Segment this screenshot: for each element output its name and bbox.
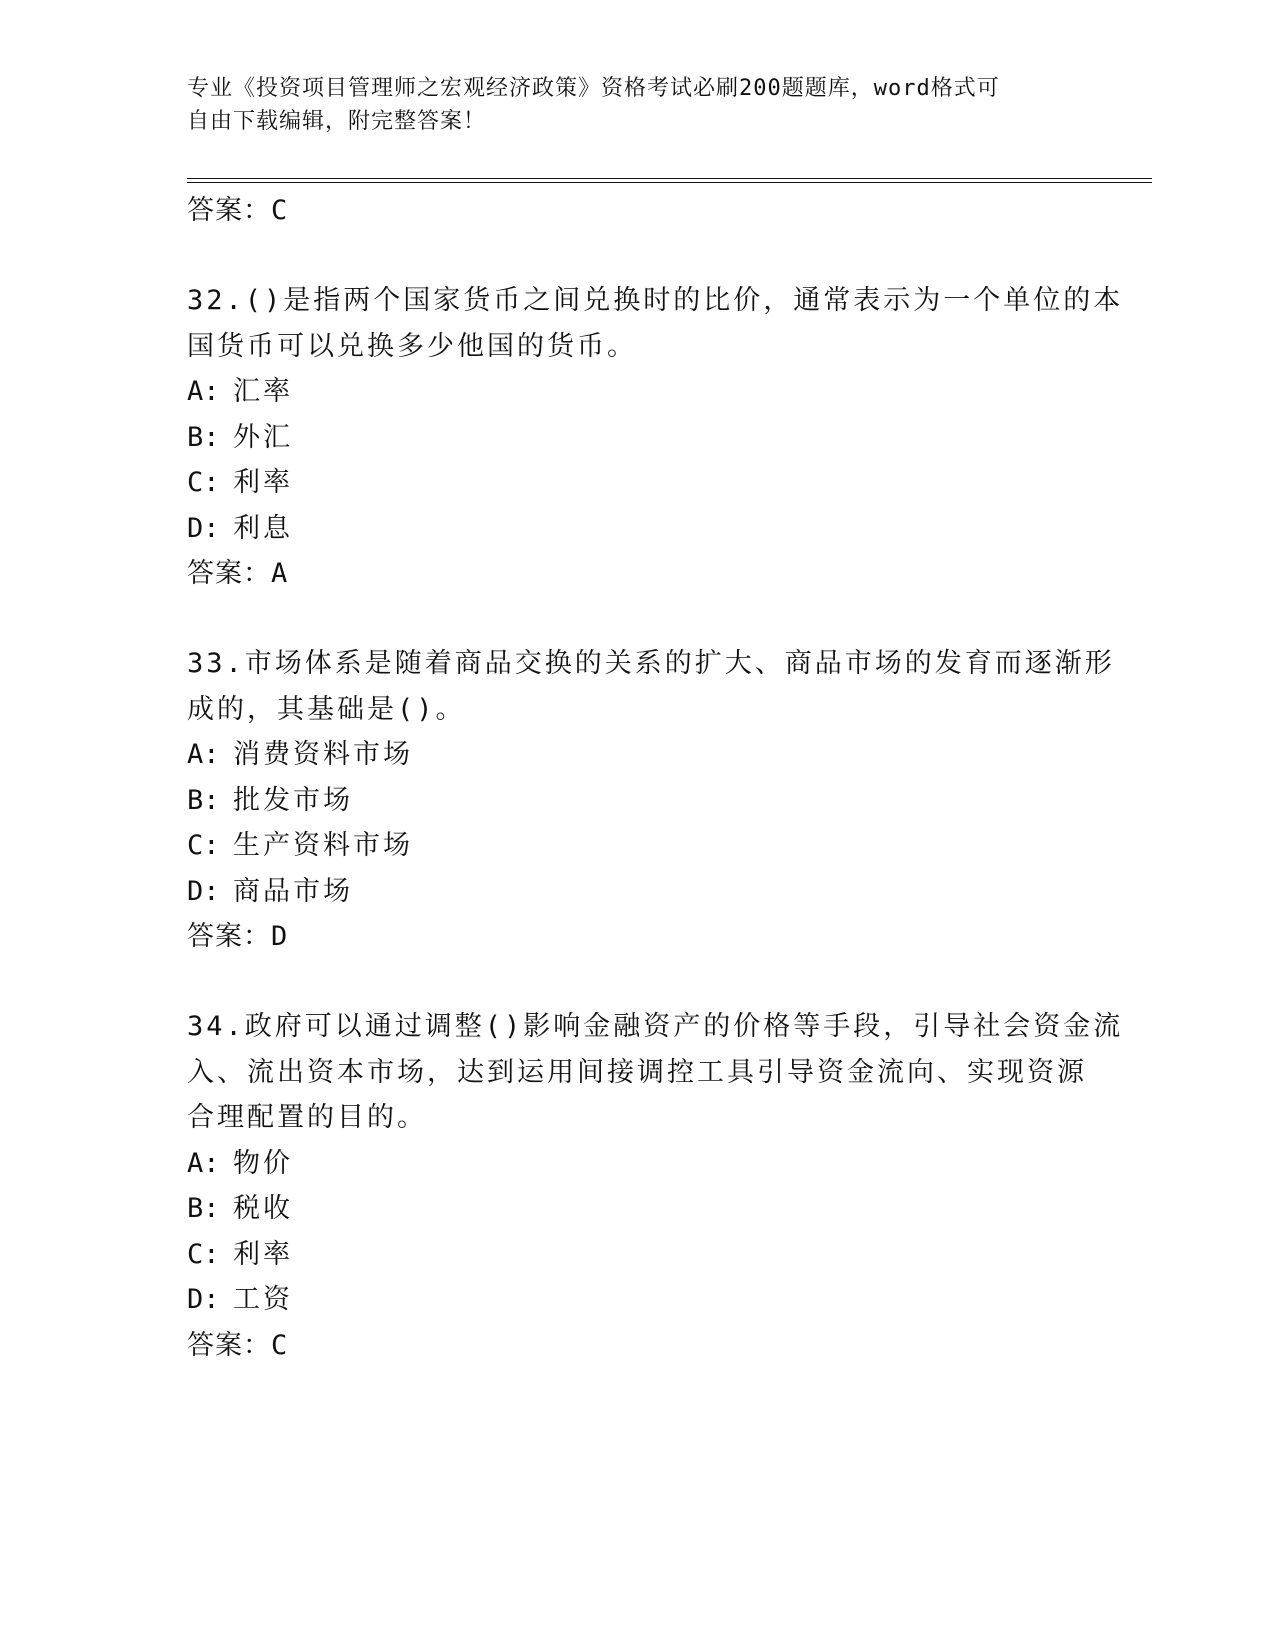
- option-key: A:: [187, 376, 220, 407]
- option-text: 外汇: [233, 421, 293, 453]
- option-text: 消费资料市场: [233, 739, 413, 770]
- option-d: [187, 1277, 1087, 1323]
- question-list: [187, 188, 1124, 1369]
- option-key: D:: [187, 512, 220, 544]
- option-key: D:: [187, 1284, 220, 1315]
- option-key: B:: [187, 1193, 220, 1224]
- option-text: 商品市场: [233, 875, 353, 907]
- option-d: [187, 506, 1087, 552]
- answer-label: 答案：D: [187, 921, 289, 952]
- option-b: [187, 778, 1087, 824]
- answer-label: 答案：C: [187, 1329, 289, 1361]
- question-33: [187, 641, 1115, 960]
- question-text-line: 成的，其基础是()。: [187, 693, 466, 725]
- header-divider-top: [187, 178, 1152, 179]
- header-line-2: 自由下载编辑，附完整答案！: [187, 109, 487, 134]
- document-header: [187, 72, 1087, 138]
- question-32: [187, 278, 1124, 597]
- option-text: 利率: [233, 1238, 293, 1270]
- option-text: 批发市场: [233, 784, 353, 816]
- option-text: 工资: [233, 1284, 293, 1315]
- option-a: [187, 1141, 1087, 1187]
- option-b: [187, 415, 1087, 461]
- question-text-line: 34.政府可以通过调整()影响金融资产的价格等手段，引导社会资金流: [187, 1011, 1124, 1042]
- question-text-line: 32.()是指两个国家货币之间兑换时的比价，通常表示为一个单位的本: [187, 285, 1124, 316]
- header-divider-bottom: [187, 182, 1152, 183]
- option-text: 利率: [233, 467, 293, 498]
- previous-answer: 答案：C: [187, 195, 289, 226]
- option-c: [187, 823, 1087, 869]
- option-d: [187, 869, 1087, 915]
- answer-label: 答案：A: [187, 558, 289, 589]
- option-text: 税收: [233, 1193, 293, 1224]
- question-text-line: 入、流出资本市场，达到运用间接调控工具引导资金流向、实现资源: [187, 1056, 1087, 1088]
- option-key: C:: [187, 467, 220, 498]
- option-a: [187, 732, 1087, 778]
- header-line-1: 专业《投资项目管理师之宏观经济政策》资格考试必刷200题题库，word格式可: [187, 76, 1000, 101]
- option-text: 物价: [233, 1147, 293, 1179]
- option-b: [187, 1186, 1087, 1232]
- option-key: C:: [187, 830, 220, 861]
- option-key: B:: [187, 421, 220, 453]
- option-key: A:: [187, 1147, 220, 1179]
- question-text-line: 33.市场体系是随着商品交换的关系的扩大、商品市场的发育而逐渐形: [187, 648, 1115, 679]
- option-a: [187, 369, 1087, 415]
- option-key: C:: [187, 1238, 220, 1270]
- question-text-line: 国货币可以兑换多少他国的货币。: [187, 330, 637, 362]
- option-c: [187, 1232, 1087, 1278]
- option-text: 生产资料市场: [233, 830, 413, 861]
- option-c: [187, 460, 1087, 506]
- option-text: 汇率: [233, 376, 293, 407]
- option-key: B:: [187, 784, 220, 816]
- question-text-line: 合理配置的目的。: [187, 1102, 427, 1133]
- option-text: 利息: [233, 512, 293, 544]
- option-key: A:: [187, 739, 220, 770]
- question-34: [187, 1004, 1124, 1369]
- option-key: D:: [187, 875, 220, 907]
